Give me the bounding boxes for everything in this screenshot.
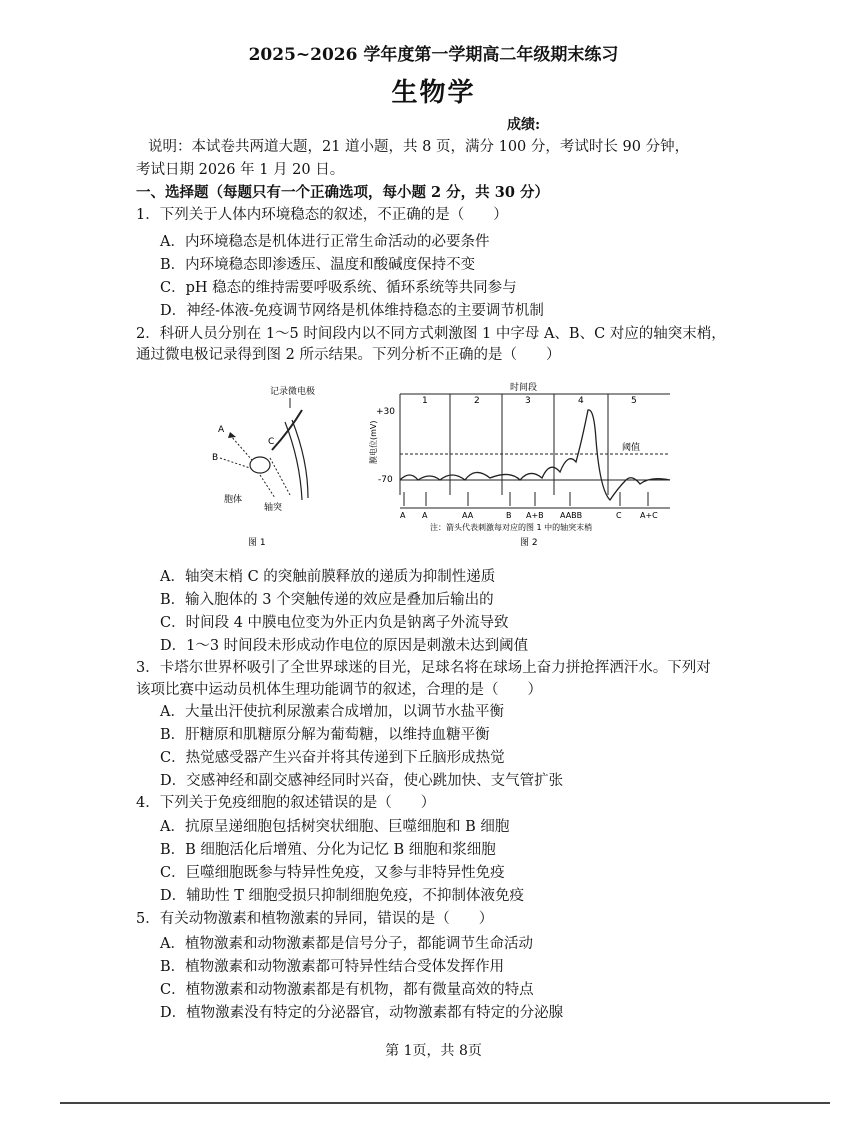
figure-1-label: 图 1 xyxy=(248,538,266,548)
exam-title: 2025~2026 学年度第一学期高二年级期末练习 xyxy=(248,45,619,65)
axon-label: 轴突 xyxy=(264,503,283,513)
question-4-option-d: D．辅助性 T 细胞受损只抑制细胞免疫，不抑制体液免疫 xyxy=(160,888,525,904)
question-5-option-a: A．植物激素和动物激素都是信号分子，都能调节生命活动 xyxy=(160,936,533,952)
question-2-stem-line-1: 2．科研人员分别在 1～5 时间段内以不同方式刺激图 1 中字母 A、B、C 对应的轴突末梢， xyxy=(136,326,726,342)
question-1-stem: 1．下列关于人体内环境稳态的叙述，不正确的是（ ） xyxy=(136,207,508,223)
neuron-figure xyxy=(190,380,690,555)
electrode-label: 记录微电极 xyxy=(270,387,316,397)
stimulus-4: B xyxy=(506,511,512,520)
instructions-line-1: 说明：本试卷共两道大题，21 道小题，共 8 页，满分 100 分，考试时长 90 分钟， xyxy=(148,139,690,155)
question-5-stem: 5．有关动物激素和植物激素的异同，错误的是（ ） xyxy=(136,911,494,927)
question-1-option-b: B．内环境稳态即渗透压、温度和酸碱度保持不变 xyxy=(160,257,476,273)
question-4-stem: 4．下列关于免疫细胞的叙述错误的是（ ） xyxy=(136,795,436,811)
stimulus-8: A+C xyxy=(640,511,658,520)
figure-2-label: 图 2 xyxy=(520,538,538,548)
question-3-option-b: B．肝糖原和肌糖原分解为葡萄糖，以维持血糖平衡 xyxy=(160,727,490,743)
question-2-option-b: B．输入胞体的 3 个突触传递的效应是叠加后输出的 xyxy=(160,592,494,608)
question-1-option-c: C．pH 稳态的维持需要呼吸系统、循环系统等共同参与 xyxy=(160,280,517,296)
question-3-stem-line-2: 该项比赛中运动员机体生理功能调节的叙述，合理的是（ ） xyxy=(136,682,542,698)
threshold-label: 阈值 xyxy=(622,443,641,453)
question-5-option-c: C．植物激素和动物激素都是有机物，都有微量高效的特点 xyxy=(160,982,534,998)
question-4-option-c: C．巨噬细胞既参与特异性免疫，又参与非特异性免疫 xyxy=(160,865,505,881)
stimulus-5: A+B xyxy=(526,511,544,520)
stimulus-1: A xyxy=(400,511,406,520)
stimulus-6: AABB xyxy=(560,511,583,520)
question-4-option-a: A．抗原呈递细胞包括树突状细胞、巨噬细胞和 B 细胞 xyxy=(160,819,510,835)
point-a-label: A xyxy=(218,425,225,435)
y-rest-label: -70 xyxy=(378,475,393,485)
page-footer: 第 1页，共 8页 xyxy=(385,1043,482,1059)
question-1-option-a: A．内环境稳态是机体进行正常生命活动的必要条件 xyxy=(160,234,490,250)
period-3: 3 xyxy=(525,396,531,406)
question-1-option-d: D．神经-体液-免疫调节网络是机体维持稳态的主要调节机制 xyxy=(160,303,544,319)
question-3-option-a: A．大量出汗使抗利尿激素合成增加，以调节水盐平衡 xyxy=(160,704,504,720)
figure-2-note: 注：箭头代表刺激每对应的图 1 中的轴突末梢 xyxy=(430,523,593,532)
question-2-option-a: A．轴突末梢 C 的突触前膜释放的递质为抑制性递质 xyxy=(160,569,496,585)
y-axis-label: 膜电位(mV) xyxy=(369,420,378,464)
question-5-option-b: B．植物激素和动物激素都可特异性结合受体发挥作用 xyxy=(160,959,505,975)
stimulus-2: A xyxy=(422,511,428,520)
section-heading: 一、选择题（每题只有一个正确选项，每小题 2 分，共 30 分） xyxy=(136,184,549,201)
bottom-rule xyxy=(60,1102,830,1104)
subject-title: 生物学 xyxy=(391,78,476,108)
question-3-option-c: C．热觉感受器产生兴奋并将其传递到下丘脑形成热觉 xyxy=(160,750,505,766)
period-1: 1 xyxy=(422,396,428,406)
question-4-option-b: B．B 细胞活化后增殖、分化为记忆 B 细胞和浆细胞 xyxy=(160,842,496,858)
period-4: 4 xyxy=(578,396,584,406)
question-2-stem-line-2: 通过微电极记录得到图 2 所示结果。下列分析不正确的是（ ） xyxy=(136,347,561,363)
question-5-option-d: D．植物激素没有特定的分泌器官，动物激素都有特定的分泌腺 xyxy=(160,1005,564,1021)
period-2: 2 xyxy=(474,396,480,406)
figure-1 xyxy=(212,385,315,548)
instructions-line-2: 考试日期 2026 年 1 月 20 日。 xyxy=(136,162,345,178)
point-c-label: C xyxy=(268,437,275,447)
question-2-option-d: D．1～3 时间段未形成动作电位的原因是刺激未达到阈值 xyxy=(160,638,529,654)
period-5: 5 xyxy=(631,396,637,406)
figure-2 xyxy=(368,381,670,548)
question-3-stem-line-1: 3．卡塔尔世界杯吸引了全世界球迷的目光，足球名将在球场上奋力拼抢挥洒汗水。下列对 xyxy=(136,660,711,676)
stimulus-7: C xyxy=(616,511,622,520)
stimulus-3: AA xyxy=(462,511,474,520)
question-3-option-d: D．交感神经和副交感神经同时兴奋，使心跳加快、支气管扩张 xyxy=(160,773,564,789)
soma-label: 胞体 xyxy=(224,495,243,505)
y-top-label: +30 xyxy=(376,407,395,417)
question-2-option-c: C．时间段 4 中膜电位变为外正内负是钠离子外流导致 xyxy=(160,615,509,631)
point-b-label: B xyxy=(212,453,219,463)
period-title: 时间段 xyxy=(510,383,538,393)
score-label: 成绩: xyxy=(507,117,541,133)
